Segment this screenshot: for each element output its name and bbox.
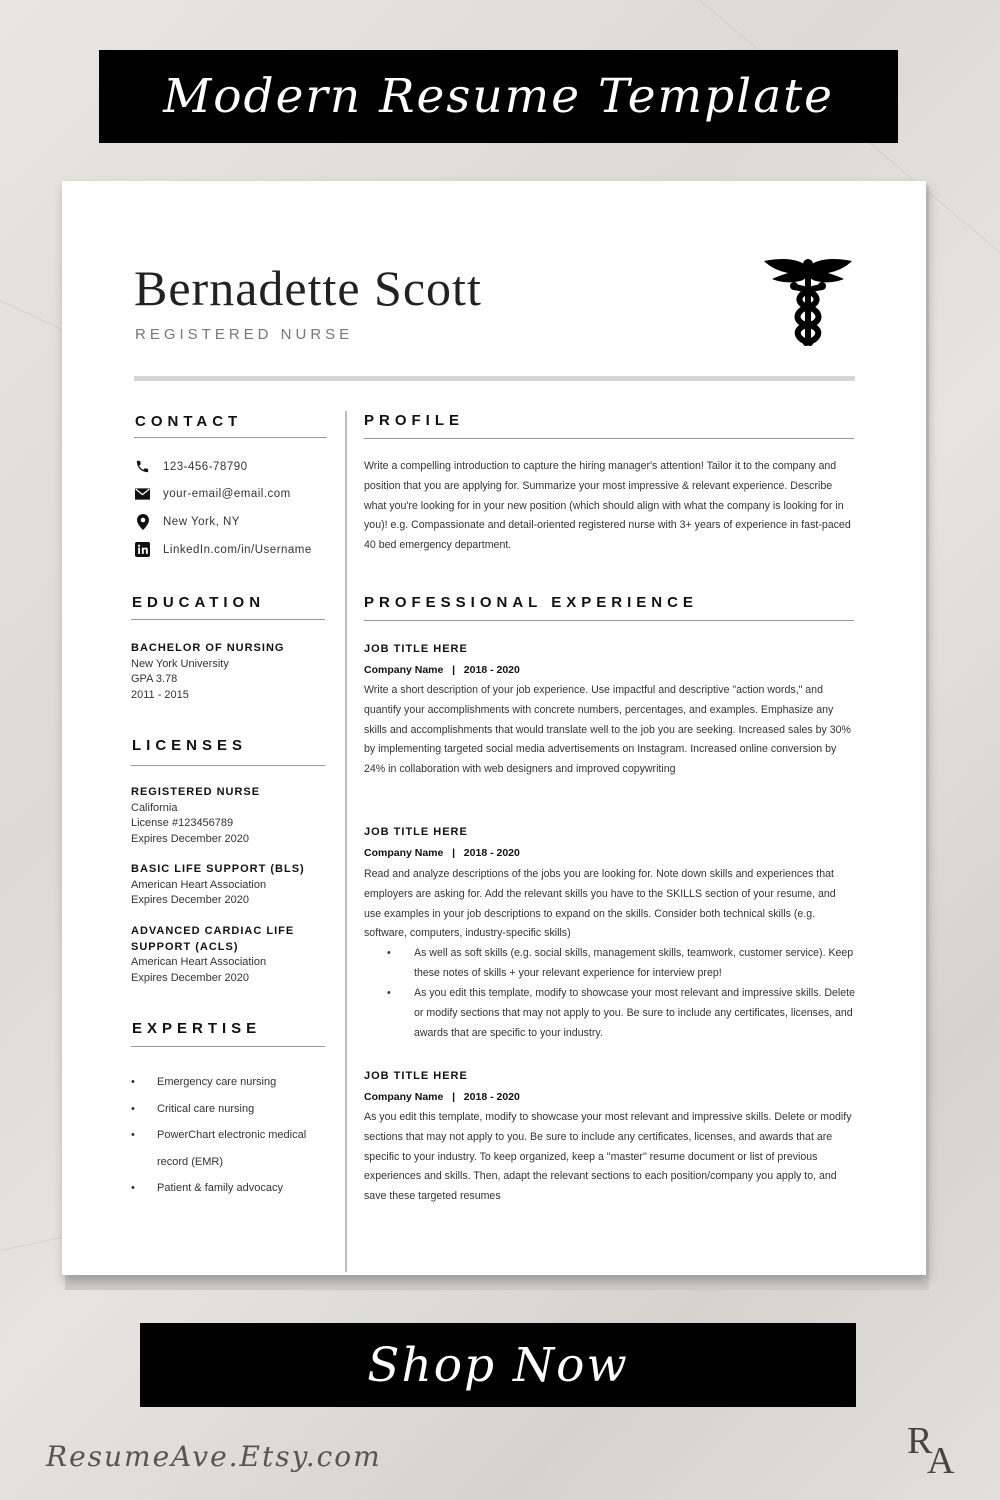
contact-location-text: New York, NY [163, 515, 240, 528]
experience-rule [364, 620, 854, 621]
caduceus-icon [760, 253, 856, 349]
license-line: American Heart Association [131, 878, 267, 891]
education-degree: BACHELOR OF NURSING [131, 642, 285, 654]
education-years: 2011 - 2015 [131, 688, 189, 701]
job-description: Read and analyze descriptions of the jobs you are looking for. Note down skills and experiences that employers are asking for. Add the relevant skills you have to the SKILLS section of your resume, and use examples in your job descriptions to expand on the skills. Consider both technical skills (e.g. software, computers, industry-specific skills) [364, 868, 836, 940]
job-bullet: • As you edit this template, modify to showcase your most relevant and impressive skills. Delete or modify sections that may not apply to you. Be sure to include any certificates, licenses, and awards that are specific to your industry. [414, 984, 859, 1043]
education-block [131, 641, 284, 703]
job-title: JOB TITLE HERE [364, 826, 468, 838]
phone-icon [134, 458, 151, 475]
license-item [131, 924, 294, 986]
column-divider [345, 411, 347, 1272]
expertise-list [131, 1069, 307, 1202]
experience-title: PROFESSIONAL EXPERIENCE [364, 594, 698, 611]
list-item: • Emergency care nursing [131, 1069, 307, 1096]
location-icon [134, 513, 151, 530]
svg-text:R: R [907, 1420, 933, 1462]
job-title: JOB TITLE HERE [364, 1070, 468, 1082]
profile-text: Write a compelling introduction to capture the hiring manager's attention! Tailor it to the company and position that you are applying for. Summarize your most impressive & relevant experience. Describe what you're looking for in your new position (which should align with what the company is looking for in you)! e.g. Compassionate and detail-oriented registered nurse with 3+ years of experience in fast-paced 40 bed emergency department. [364, 460, 851, 552]
license-line: Expires December 2020 [131, 832, 250, 845]
expertise-title: EXPERTISE [132, 1020, 262, 1037]
shop-now-button[interactable] [140, 1323, 856, 1407]
licenses-rule [131, 765, 325, 766]
job-title: JOB TITLE HERE [364, 643, 468, 655]
license-line: American Heart Association [131, 956, 267, 968]
contact-phone [134, 458, 248, 475]
education-school: New York University [131, 657, 229, 670]
job-description: Write a short description of your job experience. Use impactful and descriptive "action words," and quantify your accomplishments with concrete numbers, percentages, and examples. Emphasize any skills and accomplishments that would translate well to the job you are seeking. Increased sales by 30% by implementing targeted social media advertisements on Instagram. Increased online conversion by 24% in collaboration with web designers and improved copywriting [364, 684, 851, 776]
monogram-logo [905, 1415, 965, 1475]
footer-url: ResumeAve.Etsy.com [46, 1440, 382, 1473]
education-gpa: GPA 3.78 [131, 673, 178, 685]
header-divider [134, 376, 855, 381]
license-heading: REGISTERED NURSE [131, 786, 261, 798]
contact-rule [134, 437, 327, 438]
license-line: License #123456789 [131, 817, 234, 829]
svg-text:A: A [927, 1440, 955, 1475]
resume-page [62, 181, 926, 1275]
linkedin-icon [134, 541, 151, 558]
contact-email [134, 485, 291, 502]
profile-title: PROFILE [364, 412, 465, 429]
email-icon [134, 485, 151, 502]
job-company: Company Name | 2018 - 2020 [364, 1091, 520, 1103]
contact-linkedin [134, 541, 312, 558]
banner-title: Modern Resume Template [163, 69, 834, 124]
profile-rule [364, 438, 854, 439]
top-banner [99, 50, 898, 143]
job-description: As you edit this template, modify to showcase your most relevant and impressive skills. Delete or modify sections that may not apply to you. Be sure to include any certificates, licenses, and awards that are specific to your industry. To keep organized, keep a "master" resume document or list of previous experiences and skills. Then, adapt the relevant sections to each position/company you apply to, and save these targeted resumes [364, 1111, 852, 1203]
license-item [131, 785, 260, 847]
shop-now-label: Shop Now [367, 1337, 629, 1393]
education-rule [131, 619, 325, 620]
contact-email-text: your-email@email.com [163, 487, 291, 500]
list-item: • Patient & family advocacy [131, 1175, 307, 1202]
license-heading: SUPPORT (ACLS) [131, 940, 239, 953]
license-line: Expires December 2020 [131, 894, 250, 906]
education-title: EDUCATION [132, 594, 266, 611]
resume-role: REGISTERED NURSE [135, 326, 354, 343]
resume-name: Bernadette Scott [134, 260, 482, 316]
license-line: California [131, 801, 178, 814]
contact-linkedin-text: LinkedIn.com/in/Username [163, 543, 312, 556]
job-bullet: • As well as soft skills (e.g. social skills, management skills, teamwork, customer service). Keep these notes of skills + your relevant experience for interview prep! [414, 944, 859, 984]
license-line: Expires December 2020 [131, 971, 250, 984]
license-item [131, 862, 305, 909]
contact-phone-text: 123-456-78790 [163, 460, 248, 473]
contact-title: CONTACT [135, 413, 243, 430]
job-company: Company Name | 2018 - 2020 [364, 664, 520, 676]
expertise-rule [131, 1046, 325, 1047]
list-item: • Critical care nursing [131, 1096, 307, 1123]
licenses-title: LICENSES [132, 737, 248, 754]
job-company: Company Name | 2018 - 2020 [364, 847, 520, 859]
license-heading: ADVANCED CARDIAC LIFE [131, 925, 295, 937]
contact-location [134, 513, 240, 530]
license-heading: BASIC LIFE SUPPORT (BLS) [131, 863, 305, 875]
list-item: • PowerChart electronic medical record (EMR) [131, 1122, 307, 1175]
